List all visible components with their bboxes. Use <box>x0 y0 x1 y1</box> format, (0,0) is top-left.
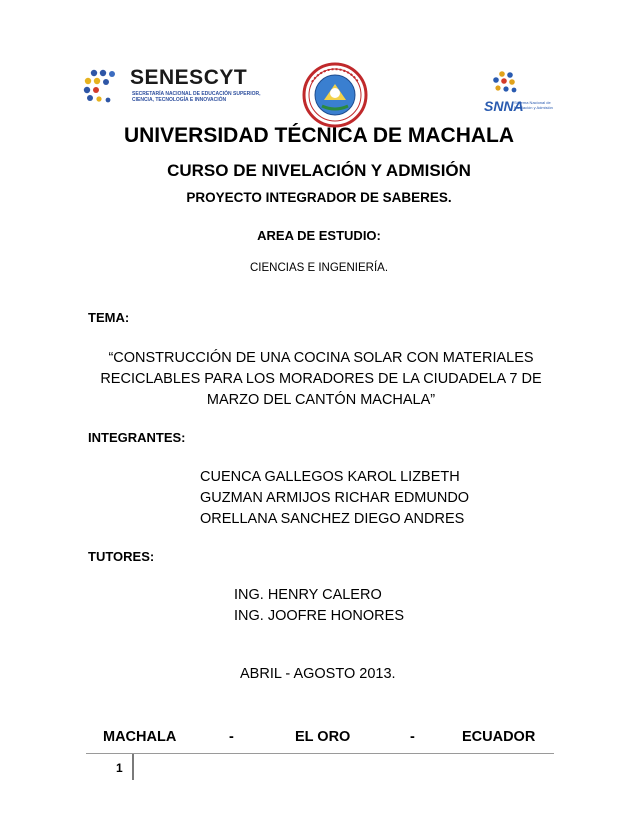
course-title: CURSO DE NIVELACIÓN Y ADMISIÓN <box>167 161 471 180</box>
tutores-list <box>234 585 404 627</box>
senescyt-name: SENESCYT <box>130 66 248 89</box>
footer-country: ECUADOR <box>462 729 536 745</box>
senescyt-subtitle: SECRETARÍA NACIONAL DE EDUCACIÓN SUPERIOR, CIENCIA, TECNOLOGÍA E INNOVACIÓN <box>132 91 261 103</box>
area-value: CIENCIAS E INGENIERÍA. <box>249 262 389 274</box>
university-seal <box>302 62 368 128</box>
tutores-label: TUTORES: <box>88 549 155 564</box>
snna-dots-icon <box>484 70 524 100</box>
area-label: AREA DE ESTUDIO: <box>257 228 381 243</box>
footer-separator: - <box>229 729 234 745</box>
footer-separator: - <box>410 729 415 745</box>
snna-subtitle: Sistema Nacional de Nivelación y Admisión <box>514 100 553 110</box>
integrantes-label: INTEGRANTES: <box>88 430 186 445</box>
tema-label: TEMA: <box>88 310 130 325</box>
page-number-bar <box>132 754 134 780</box>
tema-line: MARZO DEL CANTÓN MACHALA” <box>206 392 436 408</box>
university-seal-icon <box>302 62 368 128</box>
senescyt-logo <box>82 62 292 112</box>
footer-city: MACHALA <box>103 729 177 745</box>
snna-name: SNNA <box>484 98 524 114</box>
page-number: 1 <box>116 761 123 775</box>
tema-line: “CONSTRUCCIÓN DE UNA COCINA SOLAR CON MATERIALES <box>108 350 534 366</box>
integrante-name: GUZMAN ARMIJOS RICHAR EDMUNDO <box>200 490 470 506</box>
tutor-name: ING. HENRY CALERO <box>234 587 382 603</box>
period: ABRIL - AGOSTO 2013. <box>240 666 396 682</box>
integrante-name: ORELLANA SANCHEZ DIEGO ANDRES <box>200 511 465 527</box>
snna-logo <box>474 70 554 122</box>
tutor-name: ING. JOOFRE HONORES <box>234 608 404 624</box>
footer-province: EL ORO <box>295 729 351 745</box>
project-title: PROYECTO INTEGRADOR DE SABERES. <box>186 190 452 205</box>
integrantes-list <box>200 467 469 530</box>
university-title: UNIVERSIDAD TÉCNICA DE MACHALA <box>123 124 515 147</box>
footer-divider <box>86 753 554 754</box>
tema-line: RECICLABLES PARA LOS MORADORES DE LA CIUDADELA 7 DE <box>100 371 542 387</box>
tema-text <box>86 348 556 411</box>
senescyt-dots-icon <box>82 68 128 108</box>
integrante-name: CUENCA GALLEGOS KAROL LIZBETH <box>200 469 460 485</box>
